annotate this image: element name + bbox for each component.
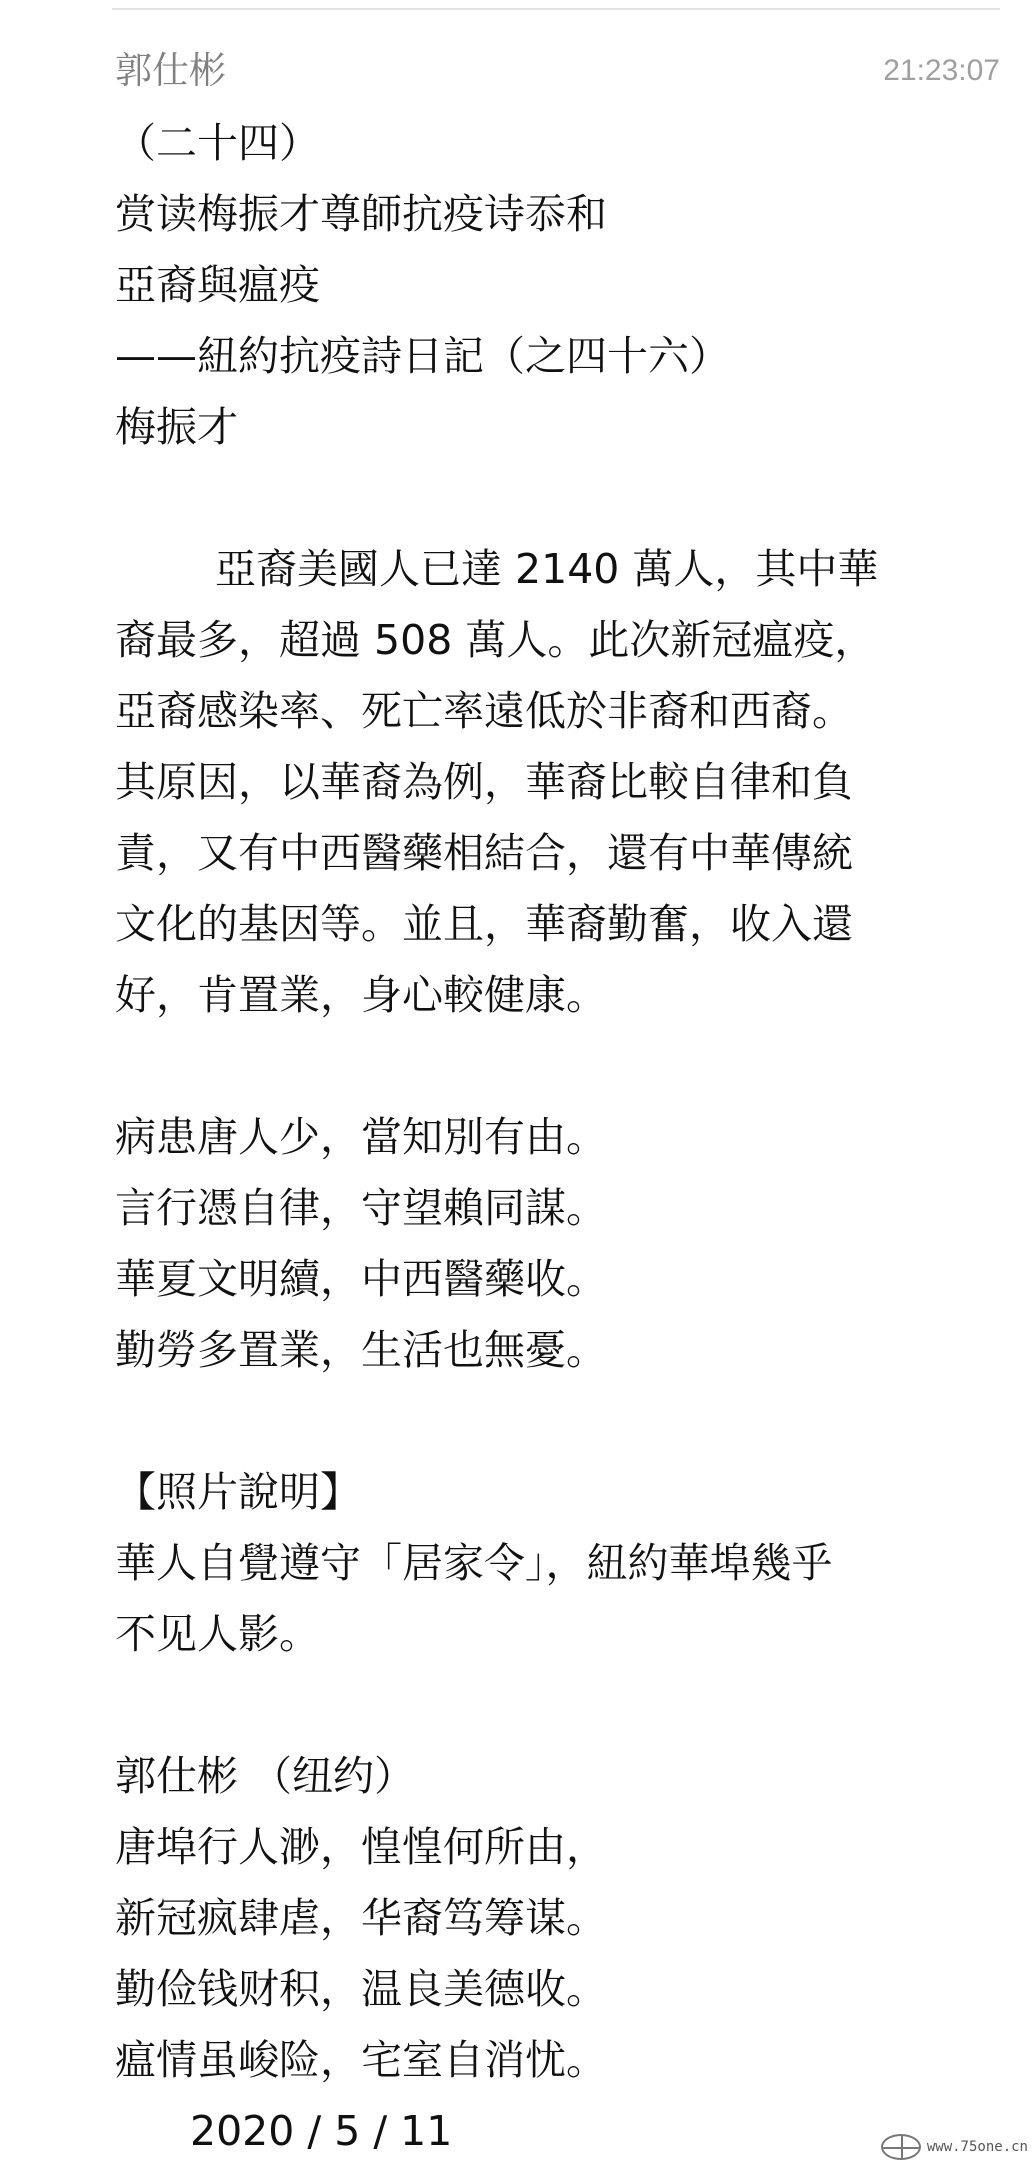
message-line: 文化的基因等。並且，華裔勤奮，收入還: [115, 900, 853, 948]
poem-line: 新冠疯肆虐，华裔笃筹谋。: [115, 1894, 607, 1942]
message-line: 好，肯置業，身心較健康。: [115, 971, 607, 1019]
blank-line: [115, 463, 1015, 534]
blank-line: [115, 1670, 1015, 1741]
message-line: 其原因，以華裔為例，華裔比較自律和負: [115, 758, 853, 806]
message-line: 亞裔感染率、死亡率遠低於非裔和西裔。: [115, 687, 853, 735]
blank-line: [115, 1386, 1015, 1457]
poem-author-line: 郭仕彬 （纽约）: [115, 1752, 416, 1800]
message-timestamp: 21:23:07: [883, 54, 1000, 87]
message-line: 亞裔美國人已達 2140 萬人，其中華: [215, 545, 879, 593]
poem-date: 2020 / 5 / 11: [190, 2107, 453, 2155]
message-header: [115, 46, 1000, 96]
message-line: 裔最多，超過 508 萬人。此次新冠瘟疫，: [115, 616, 876, 664]
message-line: （二十四）: [115, 119, 320, 167]
top-divider: [112, 8, 1000, 10]
blank-line: [115, 1031, 1015, 1102]
photo-caption-heading: 【照片說明】: [115, 1468, 361, 1516]
message-line: 赏读梅振才尊師抗疫诗忝和: [115, 190, 607, 238]
poem-line: 言行憑自律，守望賴同謀。: [115, 1184, 607, 1232]
poem-line: 勤俭钱财积，温良美德收。: [115, 1965, 607, 2013]
message-line: 責，又有中西醫藥相結合，還有中華傳統: [115, 829, 853, 877]
site-watermark: [881, 2134, 1028, 2160]
message-line: ——紐約抗疫詩日記（之四十六）: [115, 332, 730, 380]
message-line: 不见人影。: [115, 1610, 320, 1658]
message-line: 梅振才: [115, 403, 238, 451]
message-line: 亞裔與瘟疫: [115, 261, 320, 309]
poem-line: 勤勞多置業，生活也無憂。: [115, 1326, 607, 1374]
sender-name: 郭仕彬: [115, 49, 226, 92]
poem-line: 華夏文明續，中西醫藥收。: [115, 1255, 607, 1303]
poem-line: 病患唐人少，當知別有由。: [115, 1113, 607, 1161]
poem-line: 瘟情虽峻险，宅室自消忧。: [115, 2036, 607, 2084]
globe-icon: [881, 2134, 921, 2160]
message-body[interactable]: [115, 108, 1015, 2167]
message-line: 華人自覺遵守「居家令」，紐約華埠幾乎: [115, 1539, 833, 1587]
poem-line: 唐埠行人渺，惶惶何所由，: [115, 1823, 607, 1871]
watermark-text: www.75one.cn: [926, 2139, 1028, 2155]
